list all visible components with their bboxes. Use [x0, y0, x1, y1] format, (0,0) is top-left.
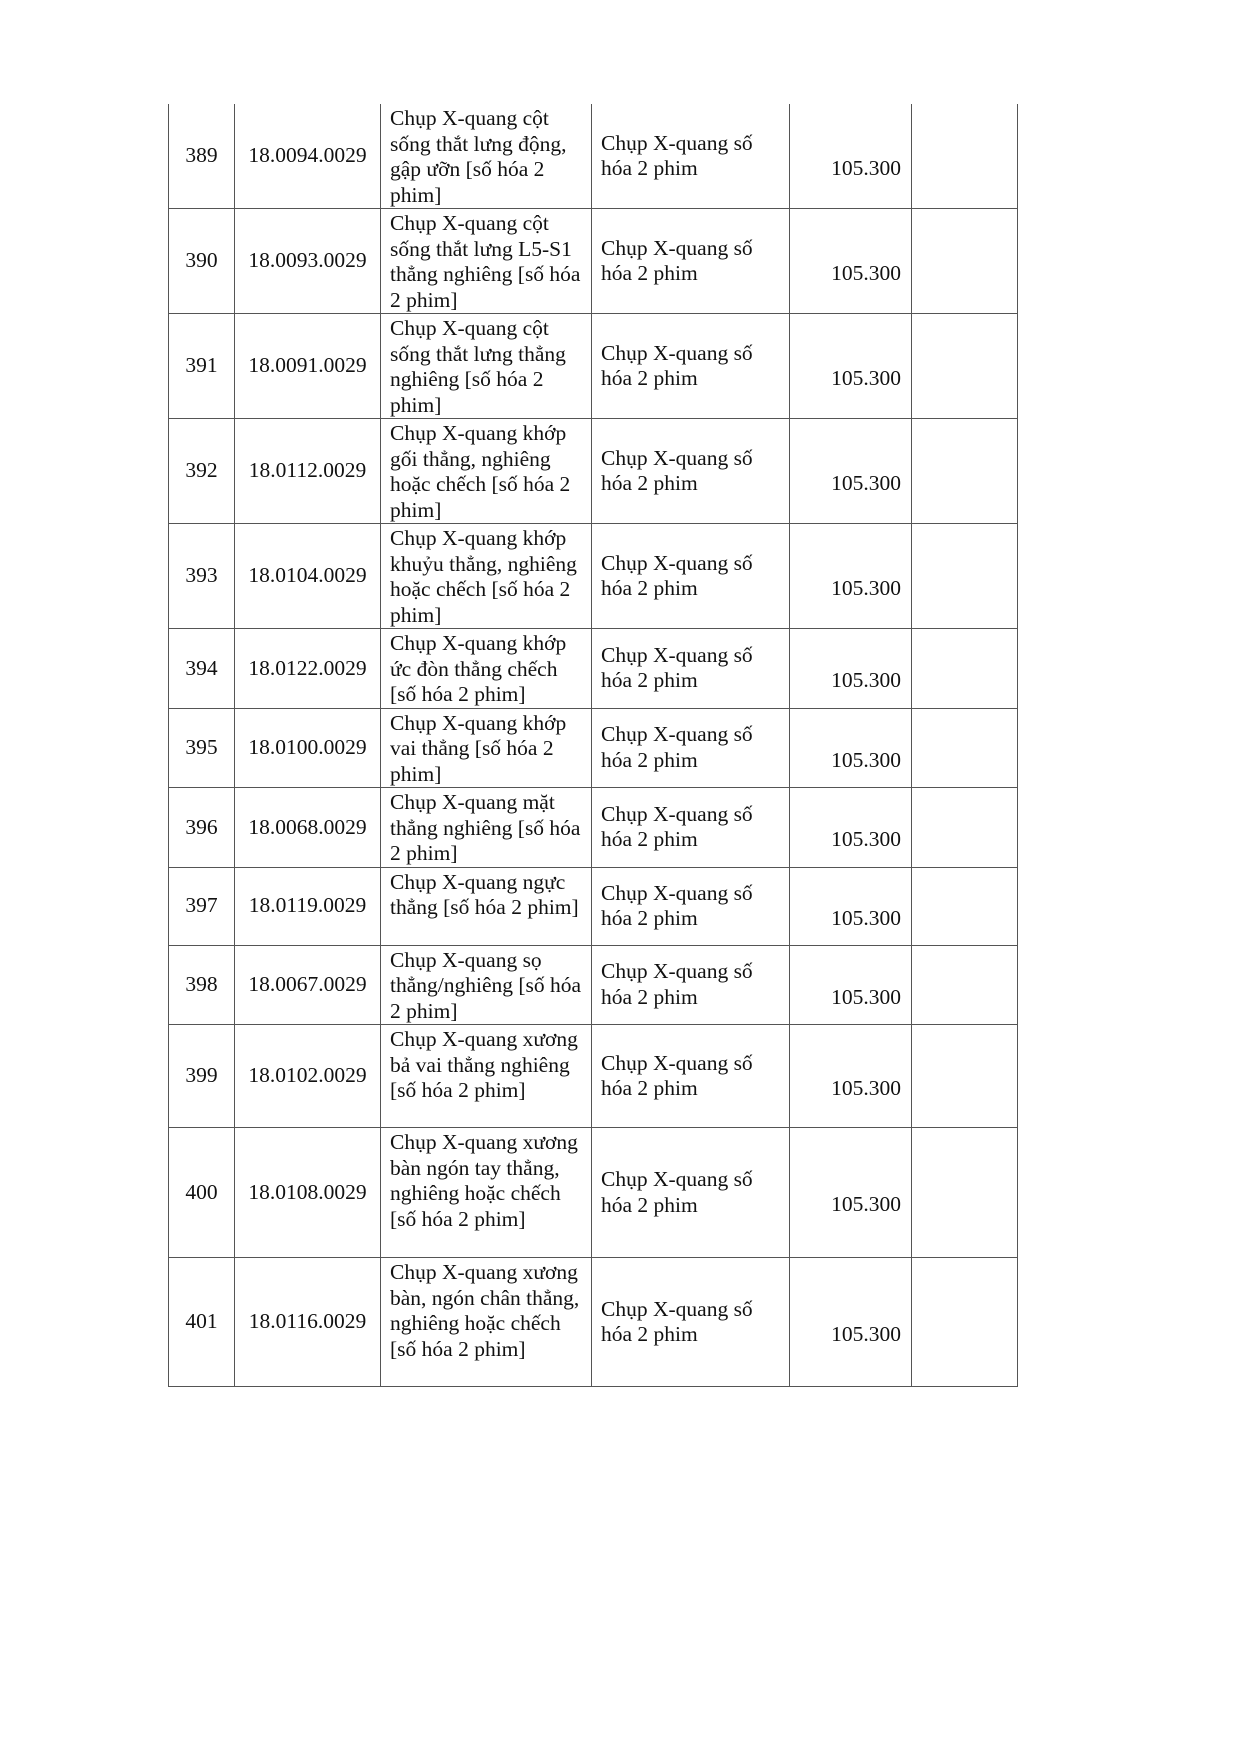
- service-name: Chụp X-quang khớp vai thẳng [số hóa 2 phim]: [381, 708, 592, 788]
- table-row: [169, 629, 1018, 709]
- service-price: 105.300: [790, 788, 912, 868]
- service-price: 105.300: [790, 867, 912, 945]
- service-name: Chụp X-quang xương bả vai thẳng nghiêng [số hóa 2 phim]: [381, 1025, 592, 1128]
- service-type: Chụp X-quang số hóa 2 phim: [592, 629, 790, 709]
- service-code: 18.0100.0029: [235, 708, 381, 788]
- row-number: 395: [169, 708, 235, 788]
- table-row: [169, 104, 1018, 209]
- service-type: Chụp X-quang số hóa 2 phim: [592, 1258, 790, 1387]
- row-number: 399: [169, 1025, 235, 1128]
- row-number: 400: [169, 1128, 235, 1258]
- service-code: 18.0102.0029: [235, 1025, 381, 1128]
- row-number: 393: [169, 524, 235, 629]
- row-number: 390: [169, 209, 235, 314]
- note-cell: [912, 209, 1018, 314]
- row-number: 394: [169, 629, 235, 709]
- note-cell: [912, 1258, 1018, 1387]
- row-number: 392: [169, 419, 235, 524]
- service-code: 18.0116.0029: [235, 1258, 381, 1387]
- note-cell: [912, 708, 1018, 788]
- row-number: 391: [169, 314, 235, 419]
- note-cell: [912, 629, 1018, 709]
- service-type: Chụp X-quang số hóa 2 phim: [592, 788, 790, 868]
- service-type: Chụp X-quang số hóa 2 phim: [592, 867, 790, 945]
- row-number: 396: [169, 788, 235, 868]
- service-code: 18.0119.0029: [235, 867, 381, 945]
- table-row: [169, 314, 1018, 419]
- table-row: [169, 524, 1018, 629]
- service-type: Chụp X-quang số hóa 2 phim: [592, 524, 790, 629]
- service-code: 18.0067.0029: [235, 945, 381, 1025]
- service-price: 105.300: [790, 708, 912, 788]
- service-type: Chụp X-quang số hóa 2 phim: [592, 104, 790, 209]
- table-row: [169, 209, 1018, 314]
- service-name: Chụp X-quang sọ thẳng/nghiêng [số hóa 2 phim]: [381, 945, 592, 1025]
- service-type: Chụp X-quang số hóa 2 phim: [592, 314, 790, 419]
- row-number: 397: [169, 867, 235, 945]
- table-row: [169, 867, 1018, 945]
- table-row: [169, 1258, 1018, 1387]
- service-name: Chụp X-quang xương bàn ngón tay thẳng, nghiêng hoặc chếch [số hóa 2 phim]: [381, 1128, 592, 1258]
- service-name: Chụp X-quang mặt thẳng nghiêng [số hóa 2 phim]: [381, 788, 592, 868]
- price-table: [168, 104, 1018, 1387]
- note-cell: [912, 1025, 1018, 1128]
- table-row: [169, 945, 1018, 1025]
- service-price: 105.300: [790, 104, 912, 209]
- row-number: 401: [169, 1258, 235, 1387]
- service-name: Chụp X-quang cột sống thắt lưng L5-S1 thẳng nghiêng [số hóa 2 phim]: [381, 209, 592, 314]
- service-price: 105.300: [790, 1025, 912, 1128]
- service-price: 105.300: [790, 629, 912, 709]
- table-row: [169, 788, 1018, 868]
- table-row: [169, 1128, 1018, 1258]
- service-name: Chụp X-quang cột sống thắt lưng động, gập ưỡn [số hóa 2 phim]: [381, 104, 592, 209]
- service-name: Chụp X-quang khớp gối thẳng, nghiêng hoặc chếch [số hóa 2 phim]: [381, 419, 592, 524]
- service-code: 18.0122.0029: [235, 629, 381, 709]
- service-type: Chụp X-quang số hóa 2 phim: [592, 945, 790, 1025]
- note-cell: [912, 945, 1018, 1025]
- note-cell: [912, 314, 1018, 419]
- service-price: 105.300: [790, 209, 912, 314]
- service-code: 18.0112.0029: [235, 419, 381, 524]
- service-price: 105.300: [790, 1128, 912, 1258]
- row-number: 398: [169, 945, 235, 1025]
- service-code: 18.0068.0029: [235, 788, 381, 868]
- service-type: Chụp X-quang số hóa 2 phim: [592, 1025, 790, 1128]
- row-number: 389: [169, 104, 235, 209]
- service-price: 105.300: [790, 314, 912, 419]
- service-code: 18.0091.0029: [235, 314, 381, 419]
- service-price: 105.300: [790, 945, 912, 1025]
- service-code: 18.0094.0029: [235, 104, 381, 209]
- service-type: Chụp X-quang số hóa 2 phim: [592, 708, 790, 788]
- table-row: [169, 1025, 1018, 1128]
- service-price: 105.300: [790, 1258, 912, 1387]
- service-name: Chụp X-quang cột sống thắt lưng thẳng nghiêng [số hóa 2 phim]: [381, 314, 592, 419]
- service-code: 18.0093.0029: [235, 209, 381, 314]
- note-cell: [912, 788, 1018, 868]
- service-price: 105.300: [790, 419, 912, 524]
- note-cell: [912, 419, 1018, 524]
- service-name: Chụp X-quang khớp ức đòn thẳng chếch [số hóa 2 phim]: [381, 629, 592, 709]
- service-name: Chụp X-quang khớp khuỷu thẳng, nghiêng hoặc chếch [số hóa 2 phim]: [381, 524, 592, 629]
- service-type: Chụp X-quang số hóa 2 phim: [592, 419, 790, 524]
- note-cell: [912, 524, 1018, 629]
- note-cell: [912, 1128, 1018, 1258]
- note-cell: [912, 104, 1018, 209]
- service-type: Chụp X-quang số hóa 2 phim: [592, 209, 790, 314]
- note-cell: [912, 867, 1018, 945]
- service-type: Chụp X-quang số hóa 2 phim: [592, 1128, 790, 1258]
- service-name: Chụp X-quang ngực thẳng [số hóa 2 phim]: [381, 867, 592, 945]
- service-price: 105.300: [790, 524, 912, 629]
- table-row: [169, 708, 1018, 788]
- service-code: 18.0108.0029: [235, 1128, 381, 1258]
- service-code: 18.0104.0029: [235, 524, 381, 629]
- service-name: Chụp X-quang xương bàn, ngón chân thẳng, nghiêng hoặc chếch [số hóa 2 phim]: [381, 1258, 592, 1387]
- table-row: [169, 419, 1018, 524]
